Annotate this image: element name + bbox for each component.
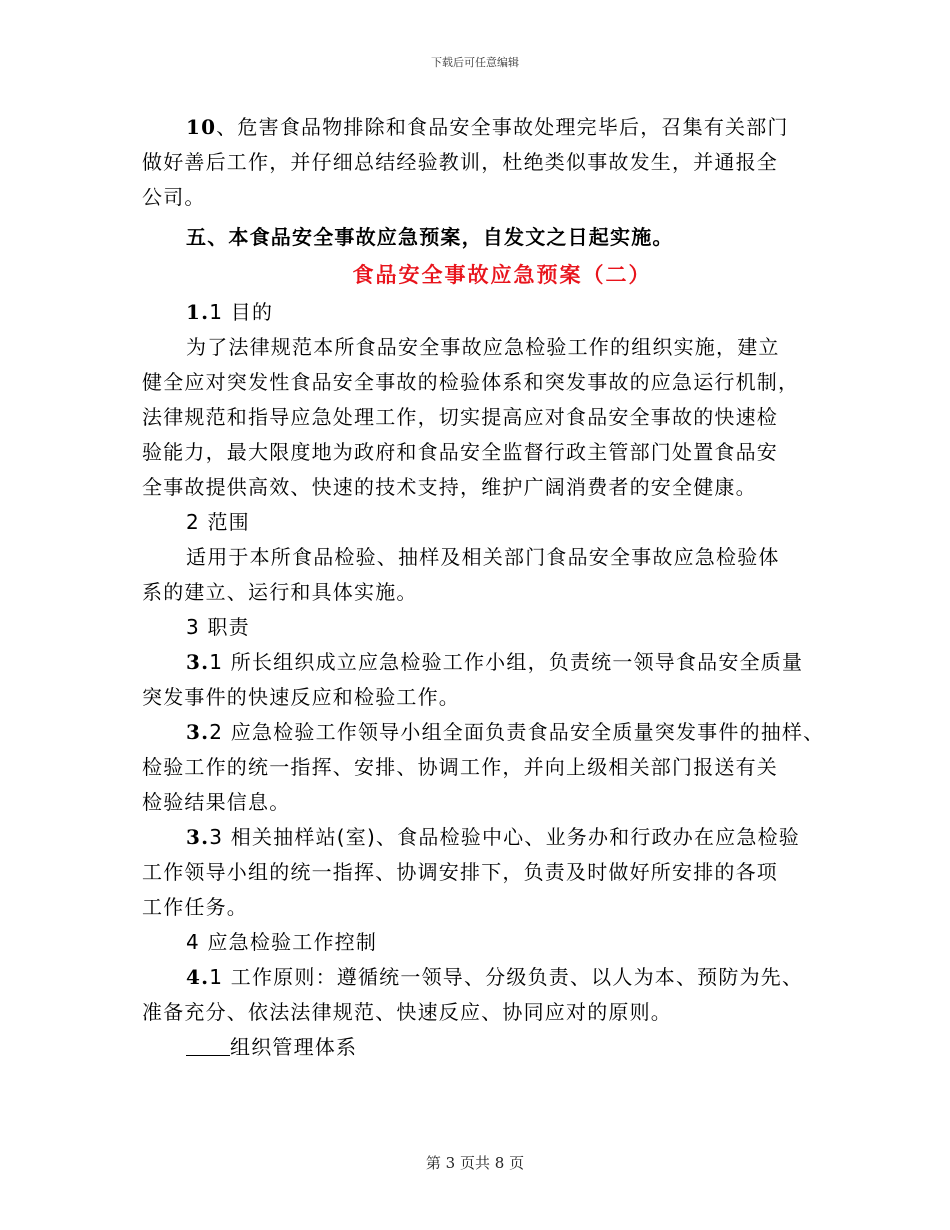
page-header: 下载后可任意编辑 (431, 56, 519, 69)
document-body (142, 110, 832, 1065)
item-number: 3. (186, 650, 210, 674)
paragraph-text: 3 相关抽样站(室)、食品检验中心、业务办和行政办在应急检验 (209, 825, 800, 849)
paragraph-text: 、危害食品物排除和食品安全事故处理完毕后，召集有关部门 (216, 115, 789, 139)
purpose-line-1: 为了法律规范本所食品安全事故应急检验工作的组织实施，建立 (186, 335, 780, 359)
heading-number: 1. (186, 300, 210, 324)
section-five: 五、本食品安全事故应急预案，自发文之日起实施。 (186, 225, 674, 249)
heading-3-duties: 3 职责 (186, 615, 250, 639)
heading-text: 1 目的 (209, 300, 274, 324)
page-footer: 第 3 页共 8 页 (425, 1154, 525, 1172)
purpose-line-4: 验能力，最大限度地为政府和食品安全监督行政主管部门处置食品安 (142, 440, 778, 464)
paragraph-10-line-2: 做好善后工作，并仔细总结经验教训，杜绝类似事故发生，并通报全 (142, 150, 778, 174)
heading-2-scope: 2 范围 (186, 510, 250, 534)
duty-3-1-line-2: 突发事件的快速反应和检验工作。 (142, 685, 460, 709)
blank-underline (186, 1035, 230, 1056)
duty-3-3-line-2: 工作领导小组的统一指挥、协调安排下，负责及时做好所安排的各项 (142, 860, 778, 884)
control-4-1-line-1 (142, 960, 832, 995)
paragraph-10-line-1 (142, 110, 832, 145)
document-title: 食品安全事故应急预案（二） (352, 263, 652, 287)
purpose-line-3: 法律规范和指导应急处理工作，切实提高应对食品安全事故的快速检 (142, 405, 778, 429)
item-number: 4. (186, 965, 210, 989)
duty-3-2-line-3: 检验结果信息。 (142, 790, 291, 814)
heading-text: 组织管理体系 (230, 1035, 358, 1059)
duty-3-2-line-2: 检验工作的统一指挥、安排、协调工作，并向上级相关部门报送有关 (142, 755, 778, 779)
paragraph-text: 2 应急检验工作领导小组全面负责食品安全质量突发事件的抽样、 (209, 720, 825, 744)
purpose-line-2: 健全应对突发性食品安全事故的检验体系和突发事故的应急运行机制， (142, 370, 800, 394)
duty-3-3-line-3: 工作任务。 (142, 895, 248, 919)
duty-3-1-line-1 (142, 645, 832, 680)
heading-4-2 (142, 1030, 832, 1065)
item-number: 3. (186, 825, 210, 849)
paragraph-10-line-3: 公司。 (142, 185, 206, 209)
duty-3-3-line-1 (142, 820, 832, 855)
paragraph-text: 1 工作原则：遵循统一领导、分级负责、以人为本、预防为先、 (209, 965, 804, 989)
item-number: 3. (186, 720, 210, 744)
scope-line-1: 适用于本所食品检验、抽样及相关部门食品安全事故应急检验体 (186, 545, 780, 569)
item-number: 10 (186, 115, 217, 139)
paragraph-text: 1 所长组织成立应急检验工作小组，负责统一领导食品安全质量 (209, 650, 804, 674)
purpose-line-5: 全事故提供高效、快速的技术支持，维护广阔消费者的安全健康。 (142, 475, 757, 499)
duty-3-2-line-1 (142, 715, 832, 750)
scope-line-2: 系的建立、运行和具体实施。 (142, 580, 418, 604)
heading-4-control: 4 应急检验工作控制 (186, 930, 378, 954)
heading-1-1 (142, 295, 832, 330)
control-4-1-line-2: 准备充分、依法法律规范、快速反应、协同应对的原则。 (142, 1000, 672, 1024)
